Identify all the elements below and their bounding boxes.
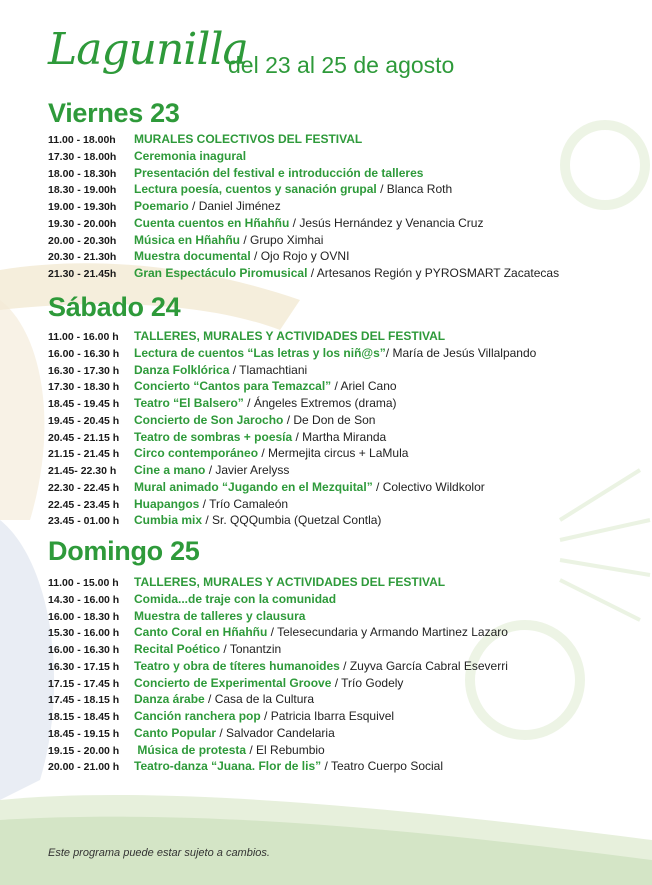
time-slot: 21.15 - 21.45 h [48,448,120,461]
event-name: Huapangos [134,496,200,511]
performer: / Trío Camaleón [199,496,289,511]
event-name: Concierto de Experimental Groove [134,675,332,690]
performer: / Ángeles Extremos (drama) [243,396,397,410]
performer: / María de Jesús Villalpando [385,345,537,360]
schedule-row [48,758,648,775]
time-slot: 16.30 - 17.15 h [48,660,120,673]
event-name: Música en Hñahñu [134,232,241,247]
performer: / Artesanos Región y PYROSMART Zacatecas [307,266,560,280]
schedule-row [48,512,648,529]
performer: / Tlamachtiani [229,362,308,377]
event-name: Lectura de cuentos “Las letras y los niñ@s” [134,345,386,360]
event-name: Cine a mano [134,463,206,477]
time-slot: 16.00 - 18.30 h [48,610,120,623]
event-name: Gran Espectáculo Piromusical [134,266,308,280]
schedule-row [48,215,648,232]
time-slot: 21.30 - 21.45h [48,268,117,280]
event-name: Canción ranchera pop [134,709,261,723]
performer: / Javier Arelyss [205,463,290,477]
event-name: Ceremonia inagural [134,148,247,163]
performer: / Tonantzin [220,642,282,656]
time-slot: 18.45 - 19.15 h [48,727,120,740]
time-slot: 18.45 - 19.45 h [48,398,120,410]
time-slot: 19.00 - 19.30h [48,201,117,213]
performer: / Teatro Cuerpo Social [321,759,444,774]
time-slot: 16.00 - 16.30 h [48,644,120,656]
disclaimer-note: Este programa puede estar sujeto a cambios. [48,847,270,859]
time-slot: 19.30 - 20.00h [48,217,117,230]
schedule-row [48,462,648,479]
event-name: Música de protesta [134,742,247,757]
time-slot: 11.00 - 15.00 h [48,577,119,589]
performer: / Ariel Cano [331,379,397,394]
time-slot: 20.45 - 21.15 h [48,431,120,444]
time-slot: 16.00 - 16.30 h [48,347,120,360]
event-name: TALLERES, MURALES Y ACTIVIDADES DEL FESTIVAL [134,575,446,589]
schedule-row [48,198,648,215]
time-slot: 16.30 - 17.30 h [48,364,120,377]
performer: / Martha Miranda [292,429,387,444]
date-range: del 23 al 25 de agosto [228,52,455,78]
time-slot: 17.30 - 18.00h [48,150,117,163]
schedule-row [48,265,648,282]
schedule-row [48,445,648,462]
event-name: Lectura poesía, cuentos y sanación grupal [134,182,377,197]
event-name: Cuenta cuentos en Hñahñu [134,215,290,230]
event-name: Cumbia mix [134,513,203,528]
event-name: Poemario [134,199,189,213]
time-slot: 21.45- 22.30 h [48,465,117,477]
event-name: Teatro-danza “Juana. Flor de lis” [134,759,322,774]
schedule-list [48,574,648,775]
performer: / Zuyva García Cabral Eseverri [339,658,508,673]
schedule-row [48,496,648,513]
schedule-row [48,378,648,395]
time-slot: 14.30 - 16.00 h [48,593,120,606]
performer: / Patricia Ibarra Esquivel [260,709,395,723]
time-slot: 19.15 - 20.00 h [48,744,120,757]
day-heading: Domingo 25 [48,536,200,566]
time-slot: 20.30 - 21.30h [48,251,117,264]
schedule-row [48,345,648,362]
schedule-row [48,148,648,165]
schedule-row [48,395,648,412]
event-name: Concierto “Cantos para Temazcal” [134,379,332,394]
schedule-row [48,675,648,692]
schedule-list [48,328,648,529]
event-name: Teatro y obra de títeres humanoides [134,658,340,673]
performer: / Casa de la Cultura [204,692,315,707]
event-name: Mural animado “Jugando en el Mezquital” [134,479,373,494]
performer: / Daniel Jiménez [188,199,281,213]
day-heading: Sábado 24 [48,292,181,322]
event-name: Teatro de sombras + poesía [134,429,293,444]
schedule-row [48,248,648,265]
time-slot: 22.45 - 23.45 h [48,498,120,511]
schedule-row [48,608,648,625]
event-name: Canto Popular [134,725,217,740]
schedule-row [48,165,648,182]
time-slot: 18.15 - 18.45 h [48,711,120,723]
event-name: Concierto de Son Jarocho [134,412,284,427]
time-slot: 17.30 - 18.30 h [48,381,120,394]
schedule-row [48,181,648,198]
schedule-row [48,725,648,742]
schedule-row [48,328,648,345]
schedule-row [48,641,648,658]
event-name: Comida...de traje con la comunidad [134,591,337,606]
event-name: Muestra de talleres y clausura [134,608,306,623]
performer: / Sr. QQQumbia (Quetzal Contla) [202,513,382,528]
schedule-row [48,624,648,641]
performer: / Ojo Rojo y OVNI [250,249,350,264]
event-name: Recital Poético [134,642,221,656]
performer: / De Don de Son [283,412,376,427]
time-slot: 15.30 - 16.00 h [48,627,120,640]
schedule-row [48,131,648,148]
performer: / Mermejita circus + LaMula [258,446,409,461]
performer: / Grupo Ximhai [240,232,324,247]
schedule-row [48,708,648,725]
schedule-row [48,591,648,608]
schedule-row [48,691,648,708]
schedule-row [48,429,648,446]
time-slot: 11.00 - 16.00 h [48,331,119,343]
schedule-row [48,412,648,429]
time-slot: 17.45 - 18.15 h [48,694,120,707]
event-name: MURALES COLECTIVOS DEL FESTIVAL [134,132,363,146]
schedule-row [48,232,648,249]
time-slot: 11.00 - 18.00h [48,134,116,146]
schedule-row [48,742,648,759]
performer: / Trío Godely [331,675,404,690]
event-name: Teatro “El Balsero” [134,396,244,410]
time-slot: 20.00 - 20.30h [48,234,117,247]
event-name: Circo contemporáneo [134,446,259,461]
performer: / Salvador Candelaria [216,725,335,740]
performer: / El Rebumbio [246,742,325,757]
schedule-row [48,658,648,675]
event-name: Presentación del festival e introducción de talleres [134,165,424,180]
time-slot: 19.45 - 20.45 h [48,414,120,427]
schedule-row [48,362,648,379]
schedule-list [48,131,648,282]
performer: / Jesús Hernández y Venancia Cruz [289,215,484,230]
event-name: Canto Coral en Hñahñu [134,625,268,640]
time-slot: 18.00 - 18.30h [48,167,117,180]
event-name: Danza Folklórica [134,362,230,377]
event-name: Muestra documental [134,249,251,264]
schedule-row [48,479,648,496]
time-slot: 23.45 - 01.00 h [48,515,120,528]
time-slot: 22.30 - 22.45 h [48,481,120,494]
event-name: TALLERES, MURALES Y ACTIVIDADES DEL FESTIVAL [134,329,446,343]
performer: / Blanca Roth [376,182,453,197]
brand-title: Lagunilla [48,24,248,75]
time-slot: 17.15 - 17.45 h [48,677,120,690]
schedule-row [48,574,648,591]
performer: / Colectivo Wildkolor [372,479,485,494]
time-slot: 20.00 - 21.00 h [48,761,120,774]
time-slot: 18.30 - 19.00h [48,184,117,197]
event-name: Danza árabe [134,692,205,707]
performer: / Telesecundaria y Armando Martinez Lazaro [267,625,508,640]
day-heading: Viernes 23 [48,98,180,128]
